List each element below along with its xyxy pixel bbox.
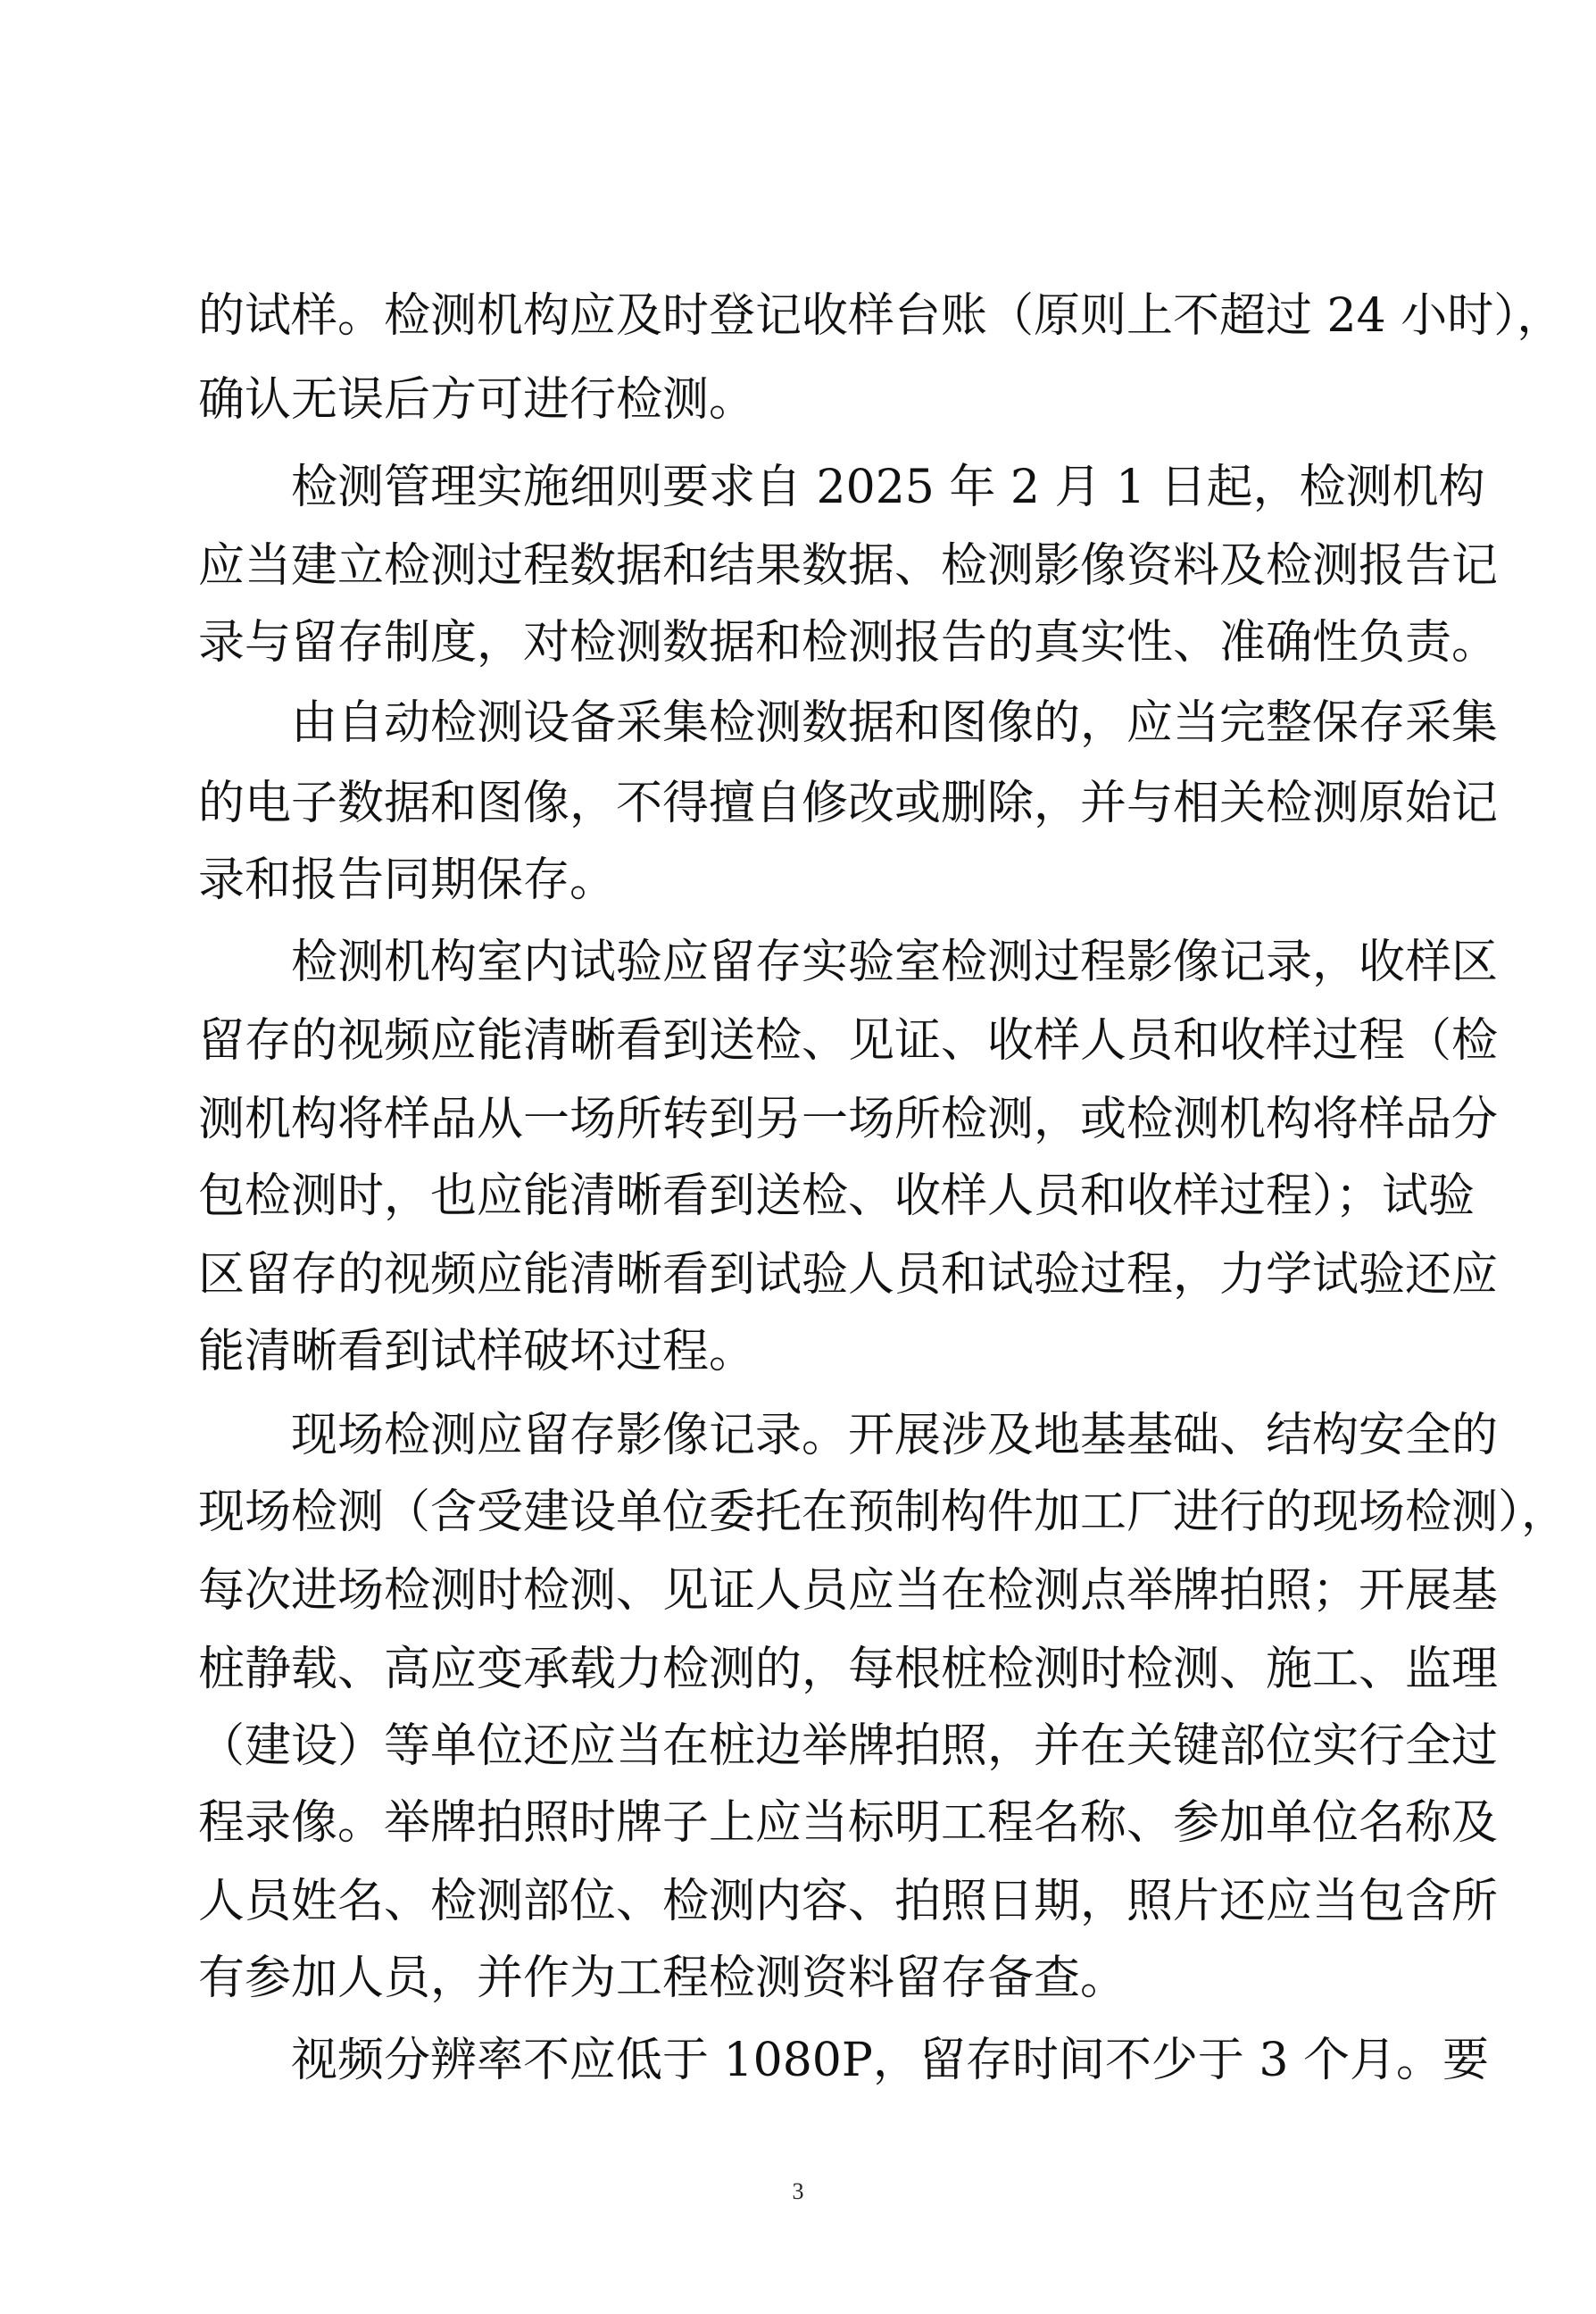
text-line: 留存的视频应能清晰看到送检、见证、收样人员和收样过程（检 xyxy=(198,1014,1499,1068)
text-line: 的电子数据和图像，不得擅自修改或删除，并与相关检测原始记 xyxy=(198,777,1499,830)
text-line: 区留存的视频应能清晰看到试验人员和试验过程，力学试验还应 xyxy=(198,1248,1499,1302)
text-line: （建设）等单位还应当在桩边举牌拍照，并在关键部位实行全过 xyxy=(198,1719,1499,1773)
text-line: 有参加人员，并作为工程检测资料留存备查。 xyxy=(198,1952,1127,2005)
text-line: 能清晰看到试样破坏过程。 xyxy=(198,1325,756,1378)
text-line: 人员姓名、检测部位、检测内容、拍照日期，照片还应当包含所 xyxy=(198,1875,1499,1928)
text-line: 由自动检测设备采集检测数据和图像的，应当完整保存采集 xyxy=(198,696,1499,750)
text-line: 包检测时，也应能清晰看到送检、收样人员和收样过程）；试验 xyxy=(198,1169,1475,1223)
text-line: 现场检测（含受建设单位委托在预制构件加工厂进行的现场检测）， xyxy=(198,1486,1568,1539)
text-line: 录与留存制度，对检测数据和检测报告的真实性、准确性负责。 xyxy=(198,616,1499,670)
text-line: 确认无误后方可进行检测。 xyxy=(198,373,756,427)
text-line: 的试样。检测机构应及时登记收样台账（原则上不超过 24 小时）， xyxy=(198,289,1564,343)
text-line: 程录像。举牌拍照时牌子上应当标明工程名称、参加单位名称及 xyxy=(198,1796,1499,1850)
text-line: 测机构将样品从一场所转到另一场所检测，或检测机构将样品分 xyxy=(198,1093,1499,1146)
text-line: 应当建立检测过程数据和结果数据、检测影像资料及检测报告记 xyxy=(198,539,1499,593)
text-line: 检测管理实施细则要求自 2025 年 2 月 1 日起，检测机构 xyxy=(198,461,1485,514)
text-line: 每次进场检测时检测、见证人员应当在检测点举牌拍照；开展基 xyxy=(198,1564,1499,1618)
text-line: 视频分辨率不应低于 1080P，留存时间不少于 3 个月。要 xyxy=(198,2034,1489,2087)
page-number: 3 xyxy=(792,2178,804,2204)
text-line: 现场检测应留存影像记录。开展涉及地基基础、结构安全的 xyxy=(198,1409,1499,1462)
text-line: 桩静载、高应变承载力检测的，每根桩检测时检测、施工、监理 xyxy=(198,1643,1499,1696)
text-line: 检测机构室内试验应留存实验室检测过程影像记录，收样区 xyxy=(198,936,1499,989)
text-line: 录和报告同期保存。 xyxy=(198,853,617,907)
